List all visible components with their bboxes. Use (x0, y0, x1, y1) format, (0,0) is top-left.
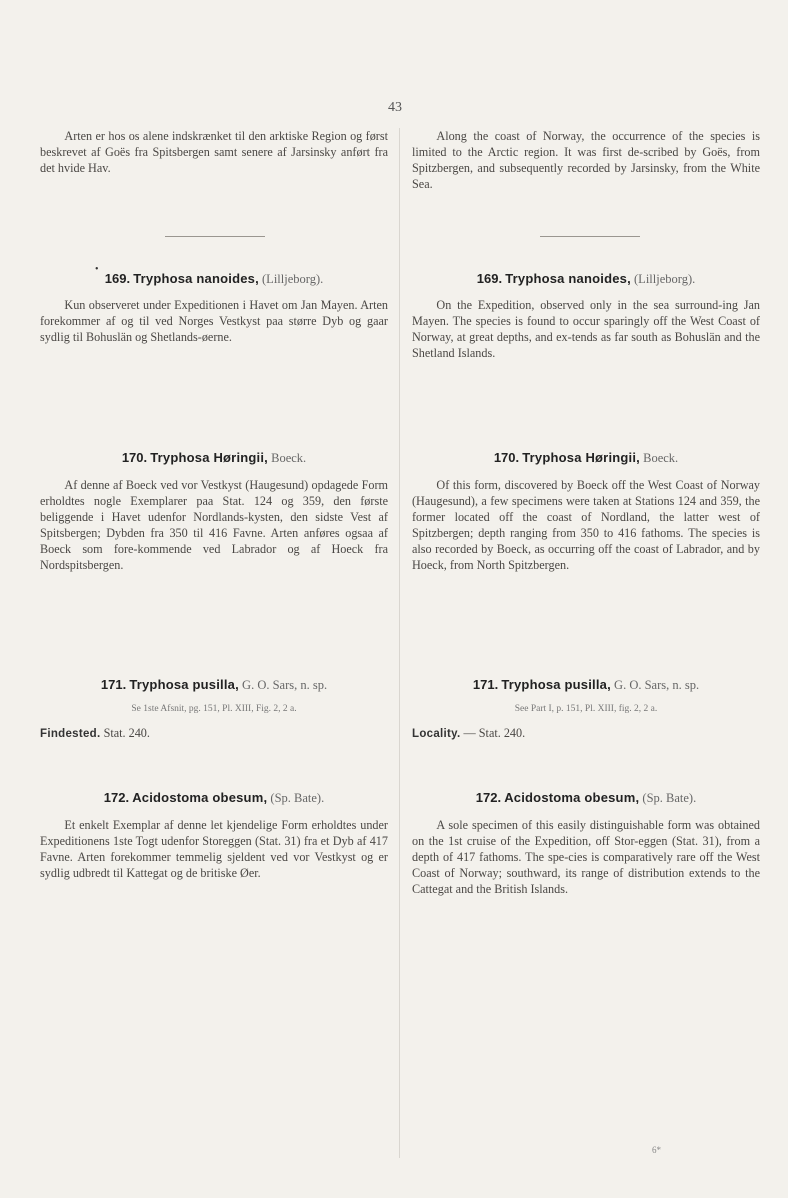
left-171-heading (40, 677, 388, 693)
right-intro (412, 128, 760, 192)
left-170-name: Tryphosa Høringii, (150, 450, 268, 465)
left-171-name: Tryphosa pusilla, (129, 677, 239, 692)
left-171-number: 171. (100, 677, 127, 692)
left-section-171 (40, 677, 388, 742)
right-172-text: A sole specimen of this easily distinguishable form was obtained on the 1st cruise of the Expedition, off Stor-eggen (Stat. 31), from a depth of 417 fathoms. The spe-cies is comparatively rare off the West Coast of Norway; southward, its range of distribution extends to the Cattegat and the British Islands. (412, 818, 760, 896)
right-170-number: 170. (493, 450, 520, 465)
right-169-name: Tryphosa nanoides, (505, 271, 631, 286)
right-170-name: Tryphosa Høringii, (522, 450, 640, 465)
right-rule-1 (540, 236, 640, 237)
right-171-locality (412, 725, 760, 742)
right-172-heading (412, 790, 760, 806)
left-172-number: 172. (103, 790, 130, 805)
right-169-number: 169. (476, 271, 503, 286)
right-section-172 (412, 790, 760, 897)
right-170-author: Boeck. (643, 451, 679, 465)
right-171-name: Tryphosa pusilla, (501, 677, 611, 692)
left-169-number: 169. (104, 271, 131, 286)
right-section-170 (412, 450, 760, 573)
left-section-169 (40, 271, 388, 345)
left-intro-text: Arten er hos os alene indskrænket til den arktiske Region og først beskrevet af Goës fra Spitsbergen samt senere af Jarsinsky anført fra det hvide Hav. (40, 129, 388, 175)
right-171-reference: See Part I, p. 151, Pl. XIII, fig. 2, 2 a. (514, 704, 658, 714)
left-section-172 (40, 790, 388, 881)
right-169-text: On the Expedition, observed only in the sea surround-ing Jan Mayen. The species is found to occur sparingly off the West Coast of Norway, at great depths, and ex-tends as far south as Bohuslän and the Shetland Islands. (412, 298, 760, 360)
left-intro (40, 128, 388, 176)
right-intro-text: Along the coast of Norway, the occurrence of the species is limited to the Arctic region. It was first de-scribed by Goës, from Spitzbergen, and subsequently recorded by Jarsinsky, from the White Sea. (412, 129, 760, 191)
left-169-heading (40, 271, 388, 287)
left-172-heading (40, 790, 388, 806)
right-171-locality-label: Locality. (412, 728, 461, 740)
right-169-author: (Lilljeborg). (634, 272, 696, 286)
left-171-author: G. O. Sars, n. sp. (242, 678, 328, 692)
left-169-author: (Lilljeborg). (262, 272, 324, 286)
stray-mark: • (95, 264, 99, 275)
left-172-author: (Sp. Bate). (270, 791, 325, 805)
column-divider (399, 128, 400, 1158)
left-171-locality-value: Stat. 240. (103, 726, 150, 740)
left-section-170 (40, 450, 388, 573)
left-170-number: 170. (121, 450, 148, 465)
left-170-text: Af denne af Boeck ved vor Vestkyst (Haugesund) opdagede Form erholdtes nogle Exemplarer paa Stat. 124 og 359, den første beliggende i Havet udenfor Nordlands-kysten, den sidste Vest af Spitsbergen; Dybden fra 350 til 416 Favne. Arten anføres ogsaa af Boeck som fore-kommende ved Labrador og af Hoeck fra Nordspitsbergen. (40, 478, 388, 572)
right-170-text: Of this form, discovered by Boeck off the West Coast of Norway (Haugesund), a few specimens were taken at Stations 124 and 359, the former located off the coast of Nordland, the latter west of Spitzbergen; depth ranging from 350 to 416 fathoms. The species is also recorded by Boeck, as occurring off the coast of Labrador, and by Hoeck, from North Spitzbergen. (412, 478, 760, 572)
page-number: 43 (388, 100, 402, 115)
right-171-locality-value: — Stat. 240. (463, 726, 526, 740)
left-172-text: Et enkelt Exemplar af denne let kjendelige Form erholdtes under Expeditionens 1ste Togt udenfor Storeggen (Stat. 31) fra et Dyb af 417 Favne. Arten forekommer temmelig sjeldent ved vor Vestkyst og er sydlig udbredt til Kattegat og de britiske Øer. (40, 818, 388, 880)
right-171-heading (412, 677, 760, 693)
left-172-name: Acidostoma obesum, (132, 790, 268, 805)
left-169-name: Tryphosa nanoides, (133, 271, 259, 286)
left-rule-1 (165, 236, 265, 237)
left-171-locality-label: Findested. (40, 728, 101, 740)
right-171-author: G. O. Sars, n. sp. (614, 678, 700, 692)
right-section-171 (412, 677, 760, 742)
right-172-author: (Sp. Bate). (642, 791, 697, 805)
left-171-locality (40, 725, 388, 742)
left-169-text: Kun observeret under Expeditionen i Havet om Jan Mayen. Arten forekommer af og til ved Norges Vestkyst paa større Dyb og gaar sydlig til Bohuslän og Shetlands-øerne. (40, 298, 388, 344)
right-171-number: 171. (472, 677, 499, 692)
right-169-heading (412, 271, 760, 287)
left-170-author: Boeck. (271, 451, 307, 465)
footer-signature-mark: 6* (652, 1145, 661, 1155)
right-section-169 (412, 271, 760, 361)
right-172-name: Acidostoma obesum, (504, 790, 640, 805)
right-170-heading (412, 450, 760, 466)
left-171-reference: Se 1ste Afsnit, pg. 151, Pl. XIII, Fig. 2, 2 a. (131, 704, 297, 714)
left-170-heading (40, 450, 388, 466)
right-172-number: 172. (475, 790, 502, 805)
